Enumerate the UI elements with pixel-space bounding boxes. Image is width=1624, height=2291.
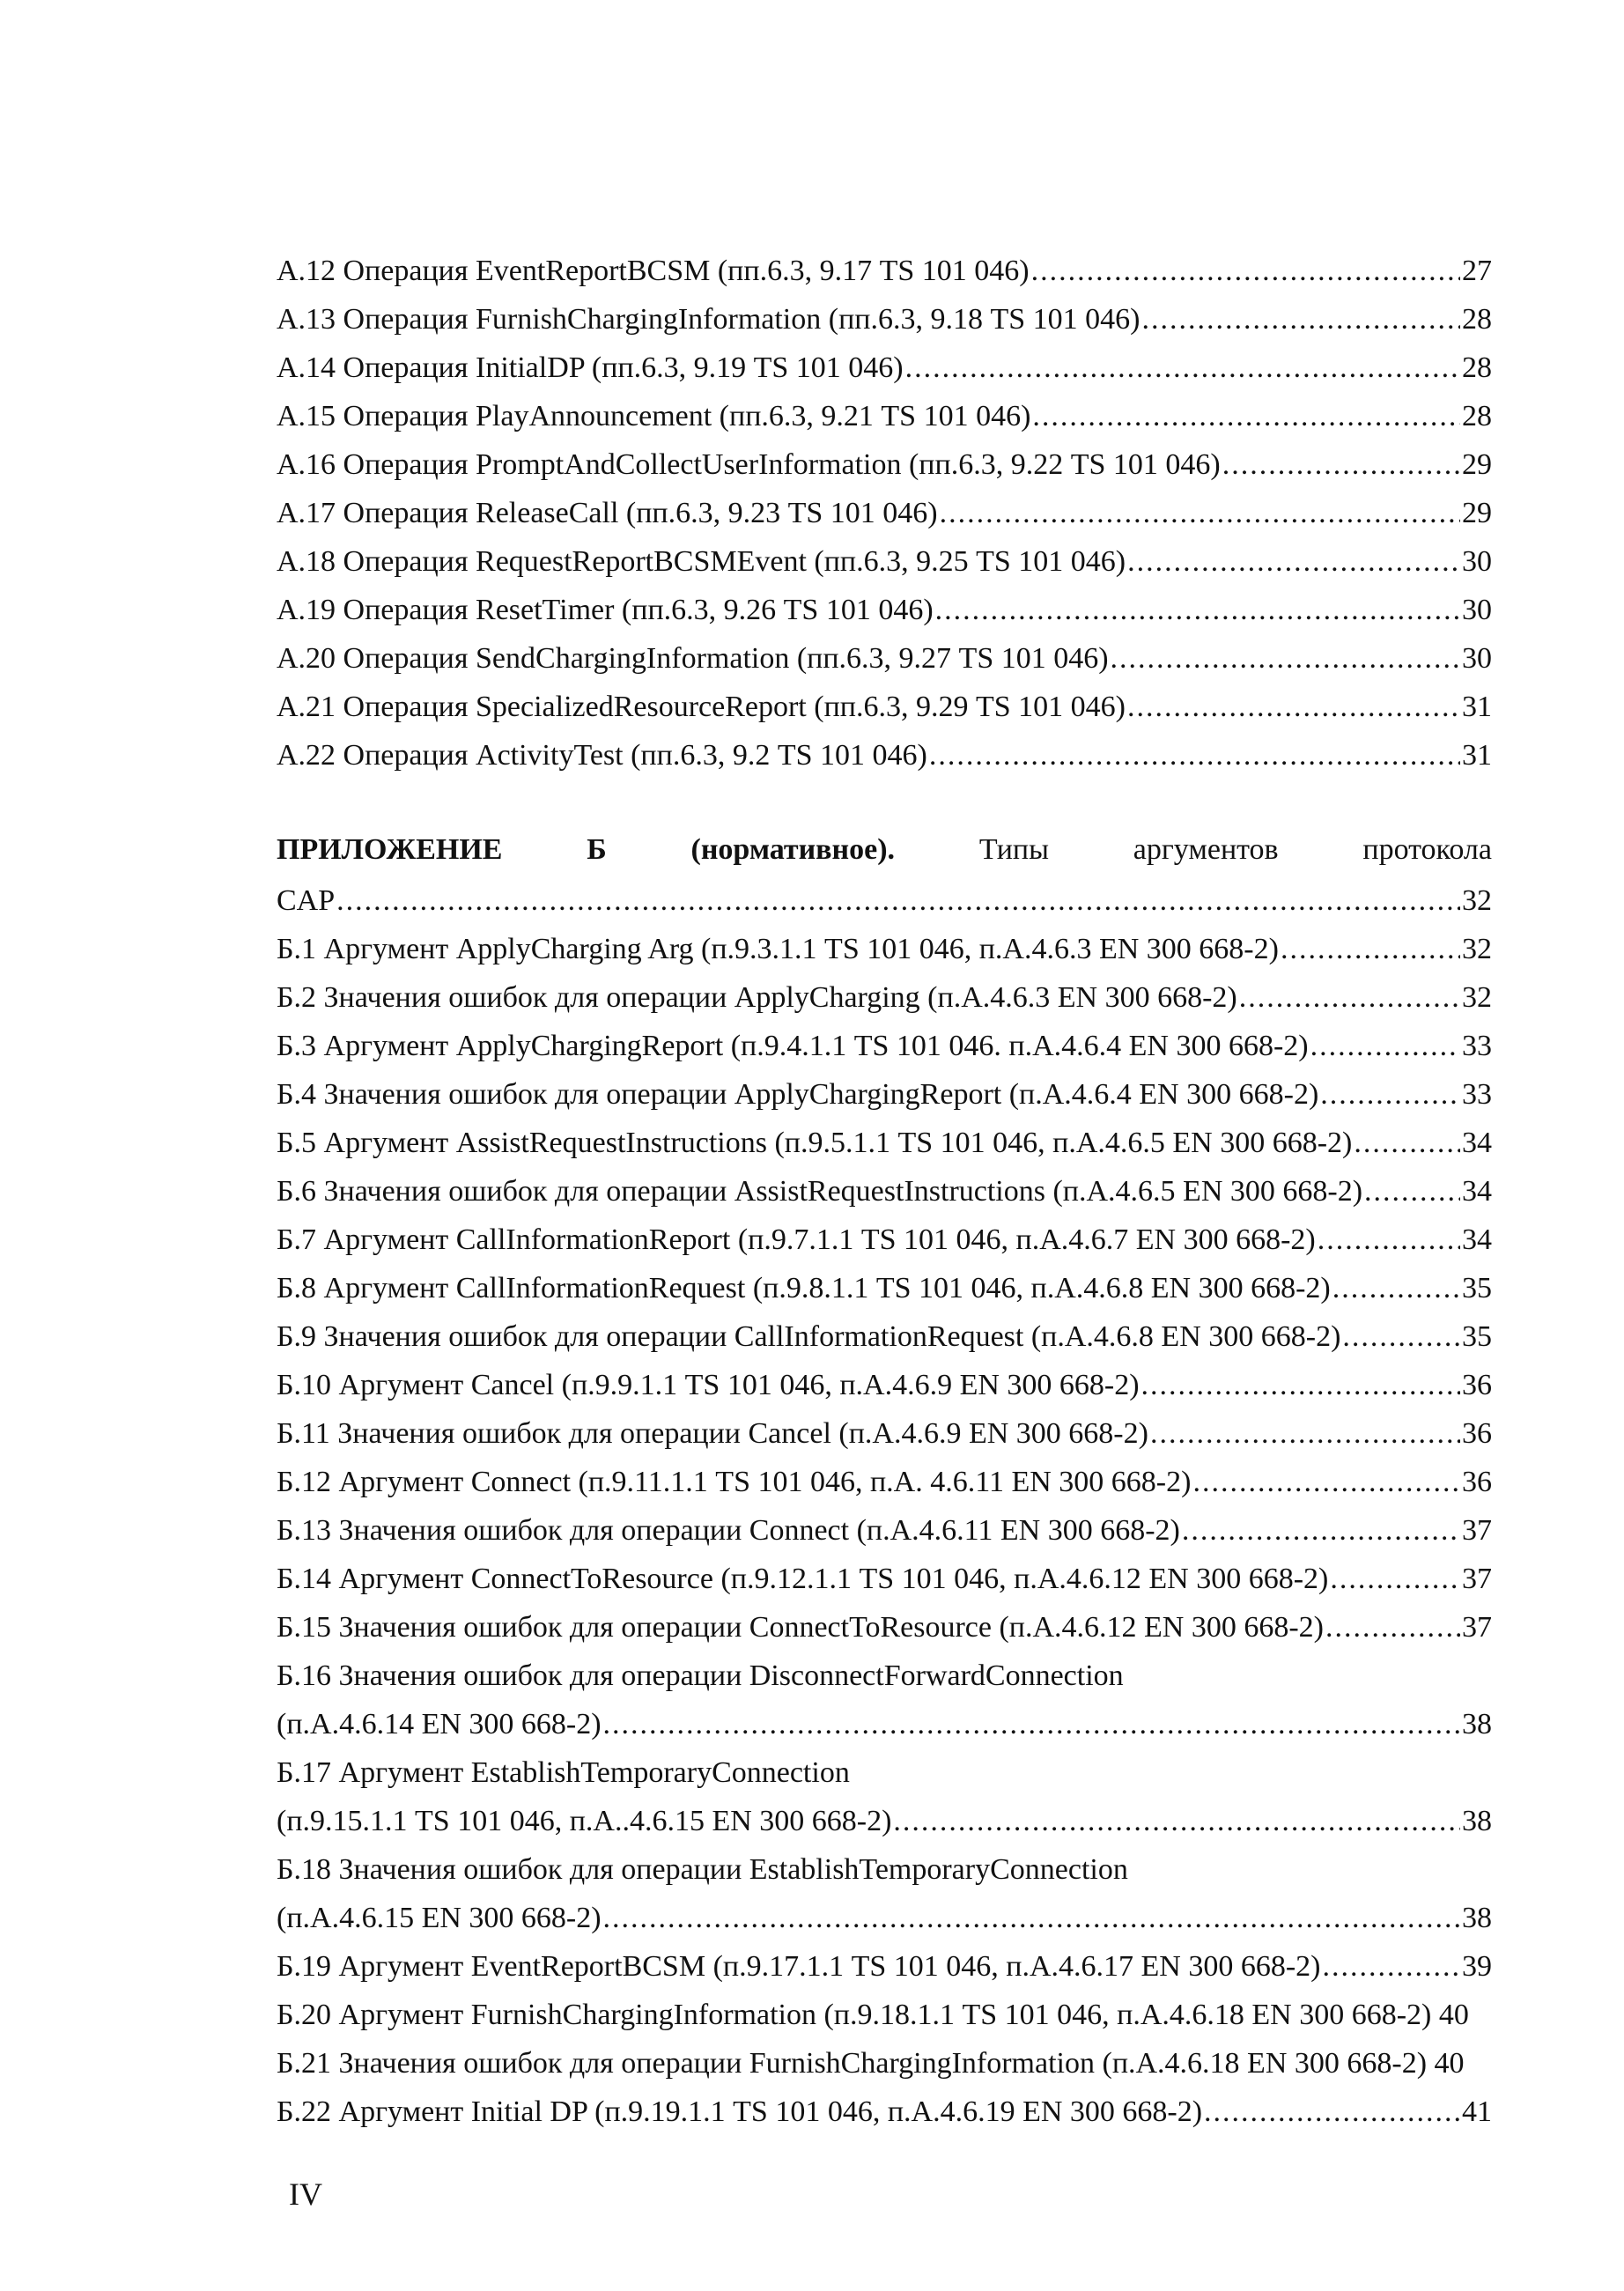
toc-entry-text: Б.13 Значения ошибок для операции Connect (п.А.4.6.11 EN 300 668-2) [277, 1514, 1180, 1547]
toc-entry-text: Б.1 Аргумент ApplyCharging Arg (п.9.3.1.1 TS 101 046, п.А.4.6.3 EN 300 668-2) [277, 933, 1279, 965]
toc-entry-page: 32 [1462, 933, 1492, 965]
toc-entry-page: 36 [1462, 1466, 1492, 1498]
toc-entry-page: 34 [1462, 1223, 1492, 1256]
appendix-heading-word: Типы [978, 833, 1049, 866]
toc-leader-dots [1182, 1506, 1460, 1555]
appendix-heading [277, 824, 1492, 876]
toc-entry [277, 1312, 1492, 1361]
toc-leader-dots [1342, 1312, 1460, 1361]
toc-leader-dots [1322, 1942, 1460, 1991]
toc-leader-dots [1222, 440, 1460, 489]
toc-entry-page: 27 [1462, 255, 1492, 287]
toc-leader-dots [1325, 1603, 1460, 1652]
toc-leader-dots [1310, 1022, 1460, 1070]
toc-entry [277, 1022, 1492, 1070]
toc-entry-page: 29 [1462, 448, 1492, 481]
toc-entry-text: А.22 Операция ActivityTest (пп.6.3, 9.2 TS 101 046) [277, 739, 927, 772]
toc-leader-dots [603, 1894, 1460, 1942]
toc-entry-page: 38 [1462, 1902, 1492, 1934]
toc-leader-dots [336, 876, 1460, 925]
toc-entry-page: 38 [1462, 1805, 1492, 1837]
toc-entry-text: Б.14 Аргумент ConnectToResource (п.9.12.1.1 TS 101 046, п.А.4.6.12 EN 300 668-2) [277, 1563, 1329, 1595]
toc-entry-page: 33 [1462, 1030, 1492, 1062]
toc-entry-page: 30 [1462, 594, 1492, 626]
table-of-contents [277, 247, 1492, 2136]
toc-leader-dots [1332, 1264, 1460, 1312]
toc-leader-dots [1354, 1119, 1460, 1167]
toc-leader-dots [1141, 1361, 1460, 1409]
toc-entry-b20 [277, 1991, 1492, 2039]
toc-entry [277, 683, 1492, 731]
toc-entry [277, 925, 1492, 973]
toc-entry-text: Б.11 Значения ошибок для операции Cancel (п.А.4.6.9 EN 300 668-2) [277, 1417, 1148, 1450]
toc-entry-page: 36 [1462, 1369, 1492, 1401]
toc-entry-page: 35 [1462, 1272, 1492, 1304]
toc-entry-text: (п.А.4.6.14 EN 300 668-2) [277, 1708, 602, 1740]
toc-leader-dots [1281, 925, 1460, 973]
appendix-heading-word: аргументов [1133, 833, 1279, 866]
appendix-heading-word: ПРИЛОЖЕНИЕ [277, 833, 503, 866]
toc-leader-dots [1032, 392, 1460, 440]
toc-entry-text: Б.7 Аргумент CallInformationReport (п.9.7.1.1 TS 101 046, п.А.4.6.7 EN 300 668-2) [277, 1223, 1316, 1256]
toc-entry-page: 31 [1462, 739, 1492, 772]
toc-entry-text: Б.8 Аргумент CallInformationRequest (п.9.8.1.1 TS 101 046, п.А.4.6.8 EN 300 668-2) [277, 1272, 1331, 1304]
toc-entry-page: 36 [1462, 1417, 1492, 1450]
toc-entry [277, 1409, 1492, 1458]
toc-entry-text: Б.16 Значения ошибок для операции DisconnectForwardConnection [277, 1659, 1124, 1692]
toc-entry-text: А.13 Операция FurnishChargingInformation (пп.6.3, 9.18 TS 101 046) [277, 303, 1140, 336]
toc-entry-b17-line2 [277, 1797, 1492, 1845]
toc-section-a [277, 247, 1492, 780]
toc-entry-page: 37 [1462, 1563, 1492, 1595]
toc-entry [277, 1361, 1492, 1409]
toc-entry [277, 537, 1492, 586]
toc-entry-text: Б.21 Значения ошибок для операции FurnishChargingInformation (п.А.4.6.18 EN 300 668-2) 40 [277, 2047, 1465, 2080]
toc-entry-text: Б.15 Значения ошибок для операции ConnectToResource (п.А.4.6.12 EN 300 668-2) [277, 1611, 1325, 1644]
appendix-heading-word: Б [587, 833, 607, 866]
toc-entry-text: Б.18 Значения ошибок для операции EstablishTemporaryConnection [277, 1853, 1128, 1886]
toc-entry-b16-line1 [277, 1652, 1492, 1700]
toc-leader-dots [1127, 537, 1460, 586]
toc-entry-text: А.20 Операция SendChargingInformation (пп.6.3, 9.27 TS 101 046) [277, 642, 1109, 675]
toc-entry-page: 34 [1462, 1127, 1492, 1159]
toc-entry-text: А.21 Операция SpecializedResourceReport (пп.6.3, 9.29 TS 101 046) [277, 691, 1126, 723]
toc-entry-b18-line2 [277, 1894, 1492, 1942]
toc-entry-text: Б.22 Аргумент Initial DP (п.9.19.1.1 TS 101 046, п.А.4.6.19 EN 300 668-2) [277, 2095, 1203, 2128]
toc-entry [277, 392, 1492, 440]
toc-entry-page: 32 [1462, 981, 1492, 1014]
toc-leader-dots [1127, 683, 1460, 731]
toc-section-b [277, 925, 1492, 1652]
toc-entry-page: 38 [1462, 1708, 1492, 1740]
toc-entry-text: Б.9 Значения ошибок для операции CallInformationRequest (п.А.4.6.8 EN 300 668-2) [277, 1320, 1341, 1353]
toc-entry-text: А.18 Операция RequestReportBCSMEvent (пп.6.3, 9.25 TS 101 046) [277, 545, 1126, 578]
toc-entry-text: Б.17 Аргумент EstablishTemporaryConnection [277, 1756, 850, 1789]
toc-entry [277, 731, 1492, 780]
toc-entry [277, 634, 1492, 683]
toc-entry-text: А.16 Операция PromptAndCollectUserInformation (пп.6.3, 9.22 TS 101 046) [277, 448, 1221, 481]
toc-leader-dots [1141, 295, 1460, 344]
toc-leader-dots [1111, 634, 1460, 683]
toc-entry-page: 30 [1462, 642, 1492, 675]
toc-entry [277, 247, 1492, 295]
toc-entry-page: 34 [1462, 1175, 1492, 1208]
toc-entry [277, 1167, 1492, 1216]
toc-entry-text: А.17 Операция ReleaseCall (пп.6.3, 9.23 TS 101 046) [277, 497, 938, 529]
toc-leader-dots [1192, 1458, 1460, 1506]
toc-entry [277, 489, 1492, 537]
toc-entry [277, 1070, 1492, 1119]
toc-entry-text: Б.3 Аргумент ApplyChargingReport (п.9.4.1.1 TS 101 046. п.А.4.6.4 EN 300 668-2) [277, 1030, 1309, 1062]
toc-entry-text: А.12 Операция EventReportBCSM (пп.6.3, 9.17 TS 101 046) [277, 255, 1030, 287]
toc-leader-dots [1204, 2088, 1460, 2136]
toc-entry-page: 35 [1462, 1320, 1492, 1353]
toc-entry-text: (п.А.4.6.15 EN 300 668-2) [277, 1902, 602, 1934]
toc-leader-dots [929, 731, 1460, 780]
section-gap [277, 780, 1492, 824]
toc-leader-dots [603, 1700, 1460, 1748]
toc-entry-text: Б.4 Значения ошибок для операции ApplyChargingReport (п.А.4.6.4 EN 300 668-2) [277, 1078, 1319, 1111]
toc-entry-b17-line1 [277, 1748, 1492, 1797]
toc-entry [277, 1119, 1492, 1167]
toc-entry-page: 30 [1462, 545, 1492, 578]
toc-entry-text: А.15 Операция PlayAnnouncement (пп.6.3, 9.21 TS 101 046) [277, 400, 1031, 432]
toc-entry-page: 37 [1462, 1611, 1492, 1644]
toc-leader-dots [1239, 973, 1460, 1022]
toc-entry-b22 [277, 2088, 1492, 2136]
toc-entry-b16-line2 [277, 1700, 1492, 1748]
toc-entry-text: Б.5 Аргумент AssistRequestInstructions (п.9.5.1.1 TS 101 046, п.А.4.6.5 EN 300 668-2) [277, 1127, 1353, 1159]
toc-entry [277, 586, 1492, 634]
toc-entry-page: 28 [1462, 303, 1492, 336]
toc-entry-text: А.19 Операция ResetTimer (пп.6.3, 9.26 TS 101 046) [277, 594, 934, 626]
toc-entry-page: 33 [1462, 1078, 1492, 1111]
toc-leader-dots [1150, 1409, 1460, 1458]
toc-entry-text: Б.19 Аргумент EventReportBCSM (п.9.17.1.1 TS 101 046, п.А.4.6.17 EN 300 668-2) [277, 1950, 1321, 1983]
toc-entry [277, 295, 1492, 344]
toc-entry-page: 37 [1462, 1514, 1492, 1547]
toc-leader-dots [1320, 1070, 1460, 1119]
toc-entry [277, 973, 1492, 1022]
toc-entry [277, 1458, 1492, 1506]
toc-leader-dots [1031, 247, 1460, 295]
toc-entry-text: Б.6 Значения ошибок для операции AssistRequestInstructions (п.А.4.6.5 EN 300 668-2) [277, 1175, 1363, 1208]
toc-entry [277, 1506, 1492, 1555]
toc-leader-dots [893, 1797, 1460, 1845]
toc-leader-dots [1330, 1555, 1460, 1603]
toc-entry-page: 32 [1462, 884, 1492, 917]
toc-entry-page: 29 [1462, 497, 1492, 529]
appendix-heading-word: (нормативное). [690, 833, 896, 866]
appendix-heading-word: протокола [1362, 833, 1492, 866]
toc-entry [277, 344, 1492, 392]
toc-entry-text: CAP [277, 884, 336, 917]
toc-entry [277, 1555, 1492, 1603]
toc-leader-dots [940, 489, 1460, 537]
toc-entry-text: (п.9.15.1.1 TS 101 046, п.А..4.6.15 EN 300 668-2) [277, 1805, 892, 1837]
toc-entry [277, 1264, 1492, 1312]
toc-entry-page: 28 [1462, 351, 1492, 384]
toc-entry-page: 39 [1462, 1950, 1492, 1983]
toc-leader-dots [905, 344, 1460, 392]
toc-leader-dots [1318, 1216, 1460, 1264]
toc-entry-b21 [277, 2039, 1492, 2088]
toc-entry-text: Б.20 Аргумент FurnishChargingInformation (п.9.18.1.1 TS 101 046, п.А.4.6.18 EN 300 668-2) 40 [277, 1999, 1469, 2031]
toc-entry-text: Б.10 Аргумент Cancel (п.9.9.1.1 TS 101 046, п.А.4.6.9 EN 300 668-2) [277, 1369, 1140, 1401]
toc-entry-page: 31 [1462, 691, 1492, 723]
toc-leader-dots [1364, 1167, 1460, 1216]
toc-entry-text: Б.12 Аргумент Connect (п.9.11.1.1 TS 101 046, п.А. 4.6.11 EN 300 668-2) [277, 1466, 1192, 1498]
toc-entry-b18-line1 [277, 1845, 1492, 1894]
toc-entry-b19 [277, 1942, 1492, 1991]
toc-entry-text: Б.2 Значения ошибок для операции ApplyCharging (п.А.4.6.3 EN 300 668-2) [277, 981, 1237, 1014]
toc-entry-text: А.14 Операция InitialDP (пп.6.3, 9.19 TS 101 046) [277, 351, 904, 384]
toc-entry-page: 28 [1462, 400, 1492, 432]
page-number-footer: IV [289, 2176, 322, 2212]
toc-entry-page: 41 [1462, 2095, 1492, 2128]
toc-entry [277, 1603, 1492, 1652]
toc-entry [277, 440, 1492, 489]
toc-entry [277, 1216, 1492, 1264]
toc-leader-dots [935, 586, 1460, 634]
toc-entry-appendix-b [277, 876, 1492, 925]
